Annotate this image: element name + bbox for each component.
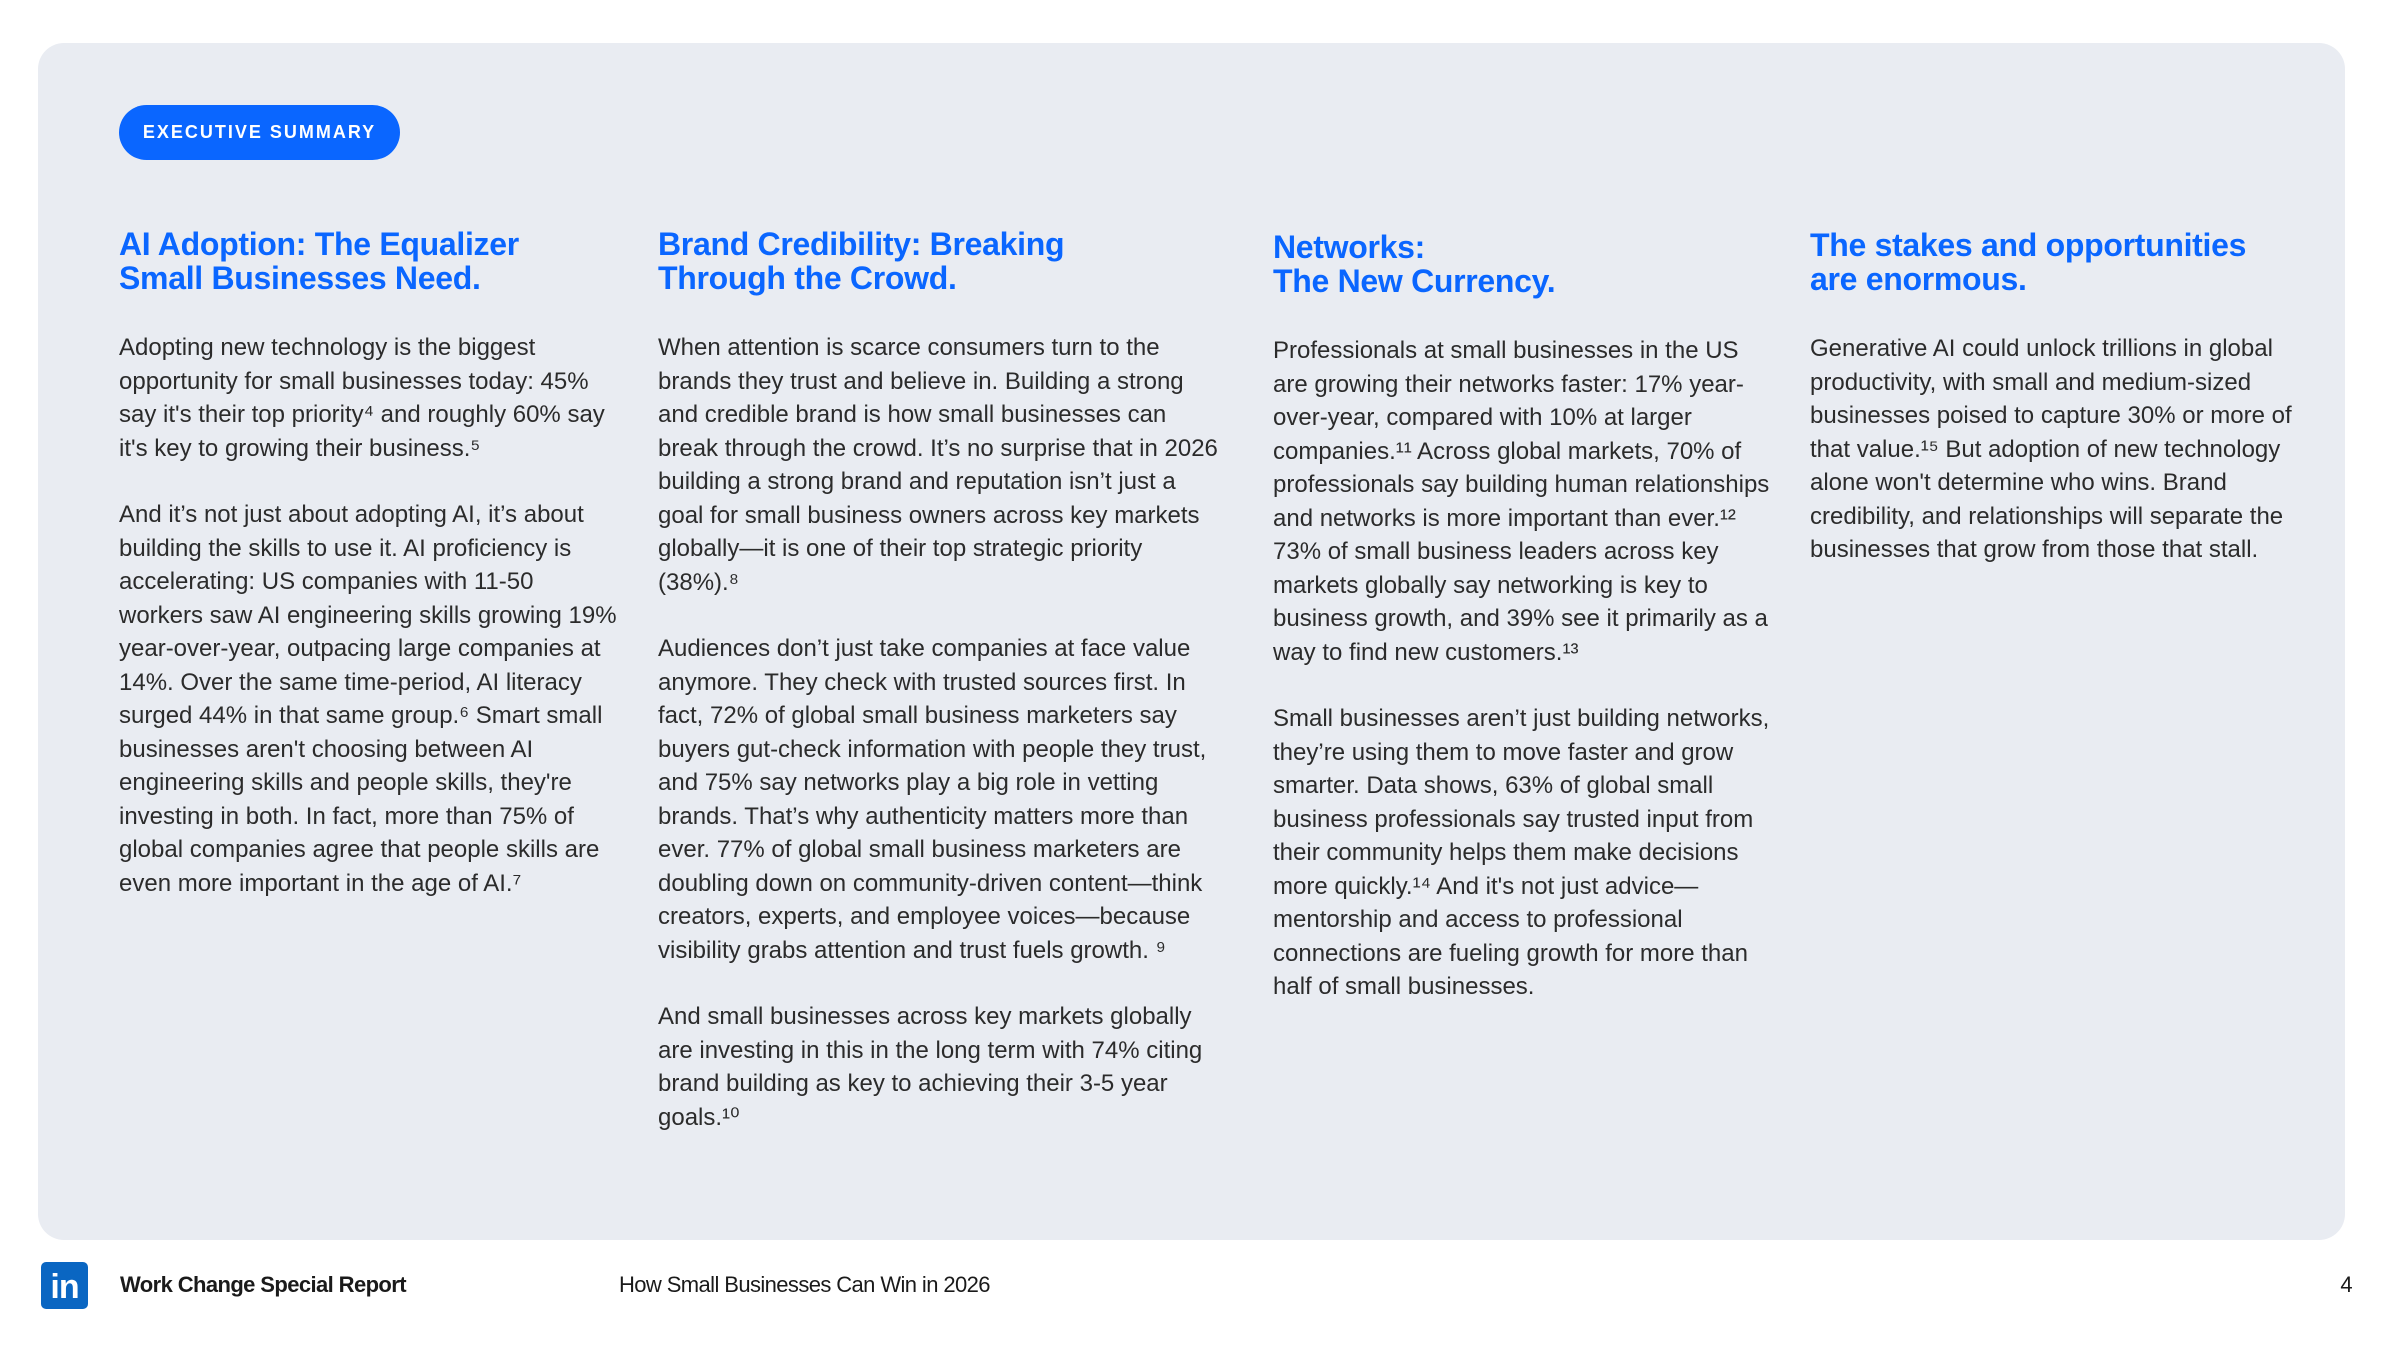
column-brand-credibility bbox=[658, 227, 1218, 1167]
paragraph: Professionals at small businesses in the US are growing their networks faster: 17% year-over-year, compared with 10% at larger companies.¹¹ Across global markets, 70% of professionals say building human relationships and networks is more important than ever.¹² 73% of small business leaders across key markets globally say networking is key to business growth, and 39% see it primarily as a way to find new customers.¹³ bbox=[1273, 337, 1770, 666]
column-title: Brand Credibility: Breaking Through the Crowd. bbox=[658, 226, 1065, 296]
linkedin-logo-icon: in bbox=[41, 1262, 88, 1309]
column-title: Networks: The New Currency. bbox=[1273, 229, 1556, 299]
paragraph: When attention is scarce consumers turn to the brands they trust and believe in. Building a strong and credible brand is how small businesses can break through the crowd. It’s no surprise that in 2026 building a strong brand and reputation isn’t just a goal for small business owners across key markets globally—it is one of their top strategic priority (38%).⁸ bbox=[658, 334, 1218, 596]
column-stakes bbox=[1810, 228, 2310, 600]
page-footer bbox=[0, 1262, 2383, 1312]
paragraph: Small businesses aren’t just building networks, they’re using them to move faster and grow smarter. Data shows, 63% of global small business professionals say trusted input from their community helps them make decisions more quickly.¹⁴ And it's not just advice— mentorship and access to professional connections are fueling growth for more than half of small businesses. bbox=[1273, 705, 1770, 1000]
paragraph: Audiences don’t just take companies at face value anymore. They check with trusted sources first. In fact, 72% of global small business marketers say buyers gut-check information with people they trust, and 75% say networks play a big role in vetting brands. That’s why authenticity matters more than ever. 77% of global small business marketers are doubling down on community-driven content—think creators, experts, and employee voices—because visibility grabs attention and trust fuels growth. ⁹ bbox=[658, 635, 1207, 964]
paragraph: And it’s not just about adopting AI, it’s about building the skills to use it. AI proficiency is accelerating: US companies with 11-50 workers saw AI engineering skills growing 19% year-over-year, outpacing large companies at 14%. Over the same time-period, AI literacy surged 44% in that same group.⁶ Smart small businesses aren't choosing between AI engineering skills and people skills, they're investing in both. In fact, more than 75% of global companies agree that people skills are even more important in the age of AI.⁷ bbox=[119, 501, 617, 897]
column-title: AI Adoption: The Equalizer Small Businesses Need. bbox=[119, 226, 519, 296]
paragraph: And small businesses across key markets globally are investing in this in the long term with 74% citing brand building as key to achieving their 3-5 year goals.¹⁰ bbox=[658, 1003, 1203, 1131]
paragraph: Adopting new technology is the biggest opportunity for small businesses today: 45% say it's their top priority⁴ and roughly 60% say it's key to growing their business.⁵ bbox=[119, 334, 605, 462]
column-ai-adoption bbox=[119, 227, 619, 933]
column-networks bbox=[1273, 230, 1773, 1037]
executive-summary-badge: EXECUTIVE SUMMARY bbox=[119, 105, 400, 160]
page-number: 4 bbox=[2340, 1272, 2352, 1297]
report-title: Work Change Special Report bbox=[120, 1272, 406, 1297]
report-subtitle: How Small Businesses Can Win in 2026 bbox=[619, 1272, 990, 1297]
paragraph: Generative AI could unlock trillions in global productivity, with small and medium-sized businesses poised to capture 30% or more of that value.¹⁵ But adoption of new technology alone won't determine who wins. Brand credibility, and relationships will separate the businesses that grow from those that stall. bbox=[1810, 335, 2292, 563]
column-title: The stakes and opportunities are enormous. bbox=[1810, 227, 2247, 297]
